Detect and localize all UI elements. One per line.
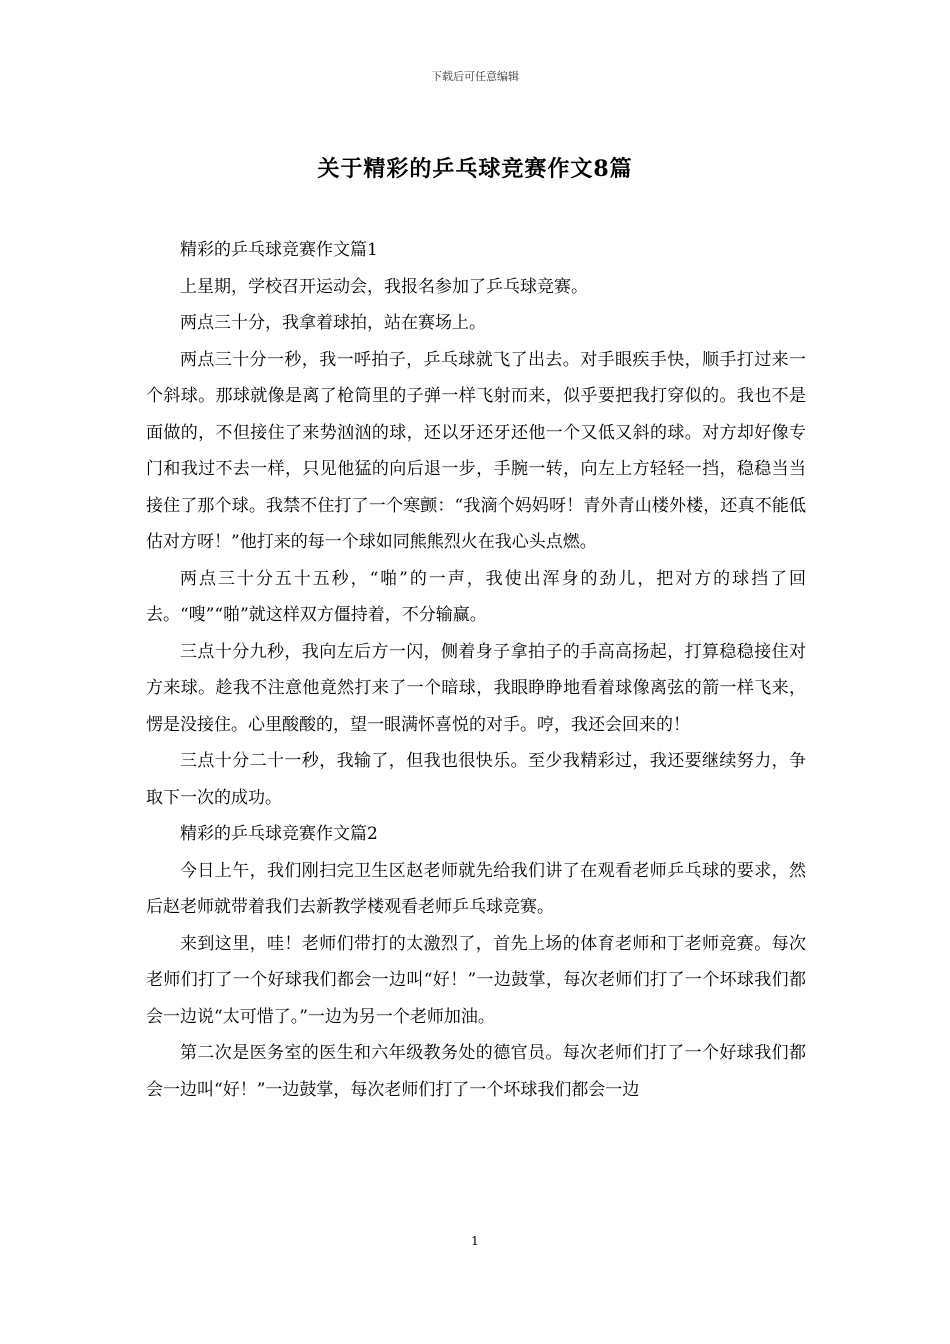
paragraph: 两点三十分一秒，我一呼拍子，乒乓球就飞了出去。对手眼疾手快，顺手打过来一个斜球。那球就像是离了枪筒里的子弹一样飞射而来，似乎要把我打穿似的。我也不是面做的，不但接住了来势汹汹的球，还以牙还牙还他一个又低又斜的球。对方却好像专门和我过不去一样，只见他猛的向后退一步，手腕一转，向左上方轻轻一挡，稳稳当当接住了那个球。我禁不住打了一个寒颤：“我滴个妈妈呀！青外青山楼外楼，还真不能低估对方呀！”他打来的每一个球如同熊熊烈火在我心头点燃。 [146,349,806,552]
header-note: 下载后可任意编辑 [431,70,519,83]
paragraph: 两点三十分，我拿着球拍，站在赛场上。 [180,313,486,333]
paragraph: 三点十分二十一秒，我输了，但我也很快乐。至少我精彩过，我还要继续努力，争取下一次的成功。 [146,751,806,808]
paragraph: 两点三十分五十五秒，“啪”的一声，我使出浑身的劲儿，把对方的球挡了回去。“嗖”“啪”就这样双方僵持着，不分输赢。 [146,568,806,625]
section-heading-1: 精彩的乒乓球竞赛作文篇1 [180,240,378,260]
document-title: 关于精彩的乒乓球竞赛作文8篇 [317,156,633,182]
page-number: 1 [471,1234,479,1248]
paragraph: 今日上午，我们刚扫完卫生区赵老师就先给我们讲了在观看老师乒乓球的要求，然后赵老师就带着我们去新教学楼观看老师乒乓球竞赛。 [146,860,806,917]
paragraph: 三点十分九秒，我向左后方一闪，侧着身子拿拍子的手高高扬起，打算稳稳接住对方来球。趁我不注意他竟然打来了一个暗球，我眼睁睁地看着球像离弦的箭一样飞来，愣是没接住。心里酸酸的，望一眼满怀喜悦的对手。哼，我还会回来的！ [146,641,806,735]
document-body [146,232,806,1108]
paragraph: 上星期，学校召开运动会，我报名参加了乒乓球竞赛。 [180,276,588,297]
paragraph: 第二次是医务室的医生和六年级教务处的德官员。每次老师们打了一个好球我们都会一边叫“好！”一边鼓掌，每次老师们打了一个坏球我们都会一边 [146,1043,806,1100]
section-heading-2: 精彩的乒乓球竞赛作文篇2 [180,824,378,844]
paragraph: 来到这里，哇！老师们带打的太激烈了，首先上场的体育老师和丁老师竞赛。每次老师们打了一个好球我们都会一边叫“好！”一边鼓掌，每次老师们打了一个坏球我们都会一边说“太可惜了。”一边为另一个老师加油。 [146,933,806,1027]
